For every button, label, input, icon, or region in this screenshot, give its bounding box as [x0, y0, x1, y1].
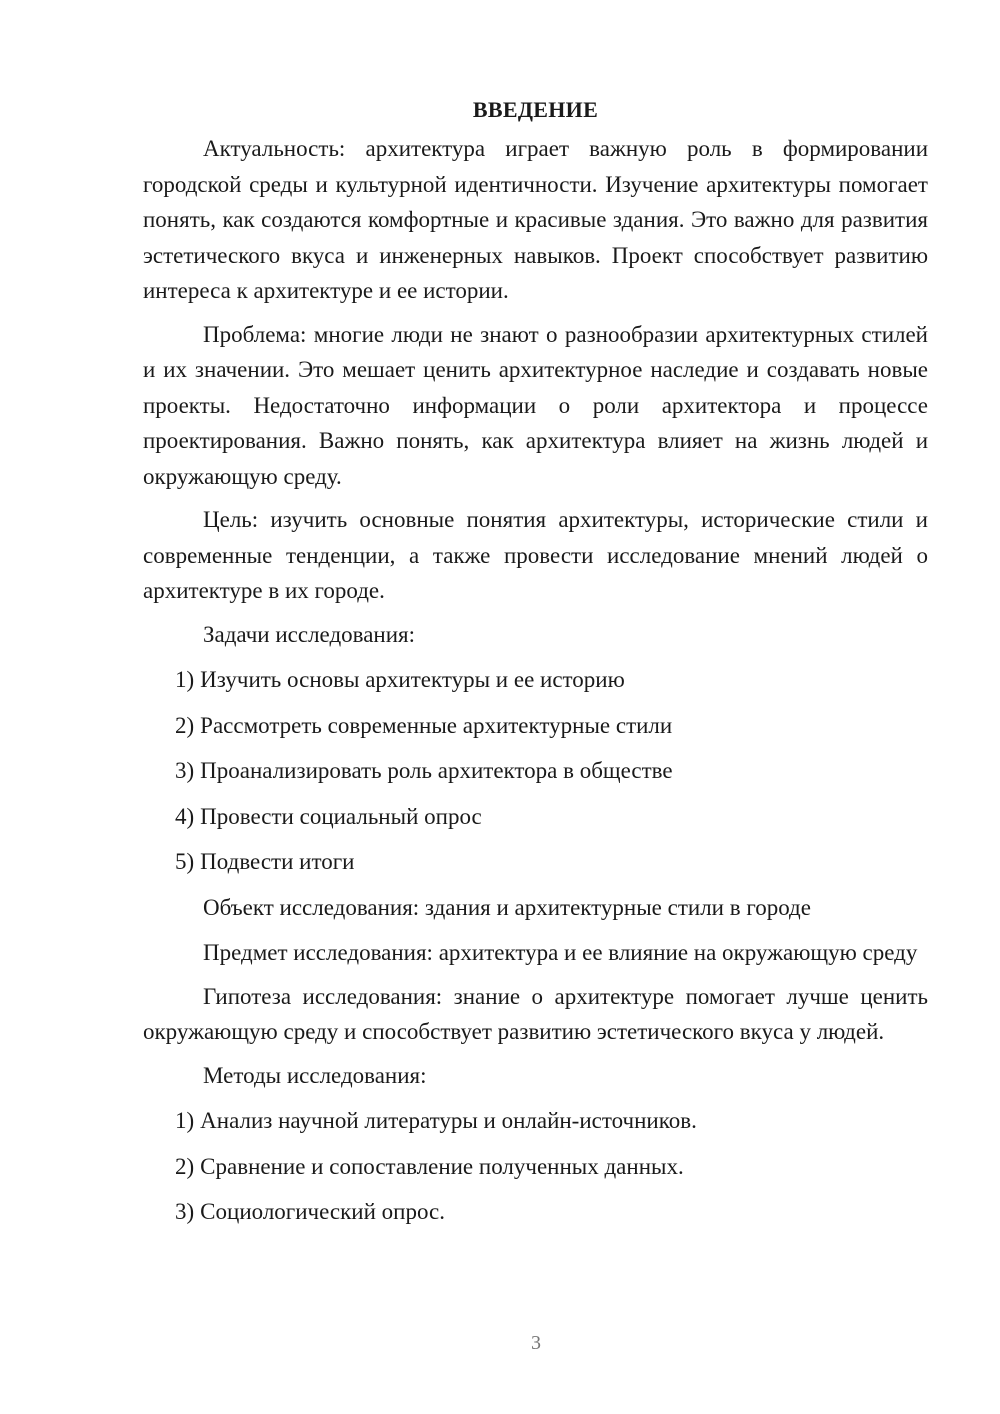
list-item-text: Изучить основы архитектуры и ее историю	[200, 667, 625, 692]
list-item	[143, 753, 928, 789]
list-item-text: Рассмотреть современные архитектурные стили	[200, 712, 673, 738]
list-item	[143, 1103, 928, 1139]
list-item-number: 5)	[175, 849, 195, 874]
list-item-number: 2)	[175, 712, 195, 738]
list-item-text: Сравнение и сопоставление полученных данных.	[200, 1153, 684, 1179]
list-item-text: Подвести итоги	[200, 849, 355, 874]
problem-paragraph: Проблема: многие люди не знают о разнообразии архитектурных стилей и их значении. Это мешает ценить архитектурное наследие и создавать новые проекты. Недостаточно информации о роли архитектора и процессе проектирования. Важно понять, как архитектура влияет на жизнь людей и окружающую среду.	[143, 321, 928, 489]
list-item-text: Анализ научной литературы и онлайн-источников.	[200, 1108, 697, 1133]
list-item-number: 4)	[175, 803, 195, 829]
list-item	[143, 708, 928, 744]
list-item-number: 3)	[175, 1199, 195, 1224]
tasks-list	[143, 662, 928, 880]
list-item	[143, 799, 928, 835]
list-item	[143, 844, 928, 880]
goal-paragraph: Цель: изучить основные понятия архитектуры, исторические стили и современные тенденции, а также провести исследование мнений людей о архитектуре в их городе.	[143, 507, 928, 603]
hypothesis-paragraph: Гипотеза исследования: знание о архитектуре помогает лучше ценить окружающую среду и способствует развитию эстетического вкуса у людей.	[143, 983, 928, 1044]
page-title: ВВЕДЕНИЕ	[472, 97, 599, 122]
list-item-number: 1)	[175, 667, 195, 692]
list-item-text: Провести социальный опрос	[200, 803, 482, 829]
list-item-number: 2)	[175, 1153, 195, 1179]
list-item	[143, 662, 928, 698]
relevance-paragraph: Актуальность: архитектура играет важную роль в формировании городской среды и культурной идентичности. Изучение архитектуры помогает понять, как создаются комфортные и красивые здания. Это важно для развития эстетического вкуса и инженерных навыков. Проект способствует развитию интереса к архитектуре и ее истории.	[143, 136, 928, 303]
methods-label: Методы исследования:	[203, 1062, 427, 1088]
list-item-number: 3)	[175, 758, 195, 783]
list-item	[143, 1194, 928, 1230]
object-paragraph: Объект исследования: здания и архитектурные стили в городе	[203, 894, 811, 920]
document-page	[143, 92, 928, 1240]
page-number: 3	[531, 1332, 541, 1354]
tasks-label: Задачи исследования:	[203, 621, 416, 647]
list-item-text: Проанализировать роль архитектора в обществе	[200, 758, 673, 783]
list-item-number: 1)	[175, 1108, 195, 1133]
methods-list	[143, 1103, 928, 1230]
list-item-text: Социологический опрос.	[200, 1199, 445, 1224]
list-item	[143, 1149, 928, 1185]
subject-paragraph: Предмет исследования: архитектура и ее влияние на окружающую среду	[203, 940, 918, 965]
